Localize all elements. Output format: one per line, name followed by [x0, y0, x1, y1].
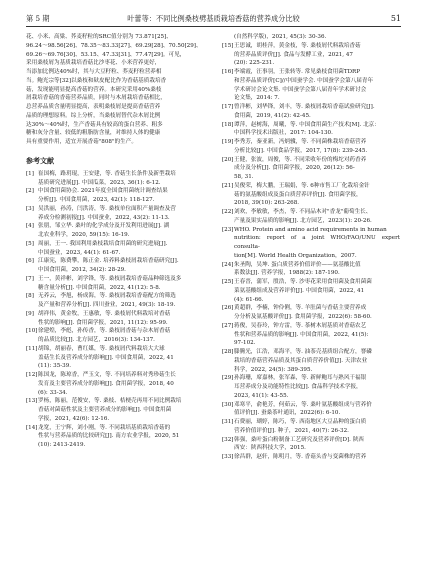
reference-number: [24]	[222, 261, 234, 268]
reference-text: 无养云，李旭，杨成海，等. 桑枝屑栽培香菇配方的筛选	[38, 293, 176, 300]
reference-line	[222, 42, 400, 51]
reference-text: 分析[J]. 中国食用菌，2023, 42(1): 118-127.	[38, 197, 155, 203]
paragraph-line: 当添加比例达40%时，其与大豆籽粒、荞麦籽粒营养相	[26, 69, 162, 75]
reference-number	[222, 147, 234, 156]
reference-line	[26, 424, 204, 433]
reference-text: 中国科学技术出版社，2017: 104-130.	[234, 130, 333, 137]
reference-text: 朱圣陶，吴坤. 蛋白质营养价值评价——氨基酸比值	[234, 261, 361, 268]
reference-text: 王健，张波，周俊，等. 不同采收年份的梅坨对药香养	[234, 156, 367, 163]
reference-text: 张朋，邹立华. 桑叶的化学成分及开发利用进展[J]. 湖	[38, 223, 170, 230]
reference-text: 崔国梅，路玥琨，王安建，等. 香菇生长条件及新型栽培	[38, 170, 176, 177]
reference-number: [7]	[26, 275, 34, 282]
reference-text: 菜氨基酸组成及营养评价[J]. 中国食用菌，2022, 41	[234, 287, 365, 294]
reference-text: 盖菇生长及营养成分的影响[J]. 中国食用菌，2022, 41	[38, 354, 174, 361]
reference-line	[26, 257, 204, 266]
reference-number	[26, 319, 38, 328]
paragraph-line: 当。鲍光宗等[32]以桑枝和麸皮配比作为香菇基质栽培香	[26, 77, 167, 84]
reference-line	[222, 401, 400, 410]
reference-line	[222, 68, 400, 77]
paragraph-line: 达30%～40%时，生产香菇具有较高的蛋白营养、粗多	[26, 121, 163, 128]
reference-line	[26, 354, 204, 363]
reference-text: 发育及主要营养成分的影响[J]. 食用菌学报，2018, 40	[38, 380, 174, 387]
reference-number	[222, 296, 234, 305]
reference-number: [13]	[26, 398, 38, 405]
reference-text: 李秀芳，秦亚新，冯炳骥，等. 不同菌株栽培香菇营养	[234, 139, 367, 145]
reference-line	[222, 348, 400, 357]
reference-text: 胡祥伟，黄金牧，王惠敏，等. 桑枝屑代料栽培对香菇	[38, 310, 171, 317]
reference-text: 性状和营养品质的影响[J]. 中国食用菌，2022, 41(5):	[234, 331, 369, 338]
reference-text: 97-102.	[234, 340, 256, 347]
reference-number: [9]	[26, 310, 34, 317]
reference-text: WHO. Protein and amino acid requirements in human	[234, 226, 387, 233]
reference-line	[26, 187, 204, 196]
reference-line	[26, 310, 204, 319]
paragraph-line: 96.24～98.56[26]、78.35～83.33[27]、69.29[28]、70.50[29]、	[26, 42, 202, 49]
reference-number: [1]	[26, 170, 34, 177]
page-number: 51	[390, 14, 401, 23]
reference-number	[26, 389, 38, 398]
reference-line	[26, 266, 204, 275]
reference-number: [12]	[26, 372, 38, 378]
reference-number	[222, 191, 234, 200]
body-paragraph	[26, 33, 204, 147]
reference-text: 营养价值评价[J]. 种子，2021, 40(7): 26-32.	[234, 427, 349, 434]
reference-number: [15]	[222, 42, 234, 49]
reference-text: 蒋俊，吴春玲，钟方雷，等. 茶树木屑基质对香菇农艺	[234, 322, 367, 329]
reference-line	[222, 366, 400, 375]
reference-number	[26, 406, 38, 415]
reference-line	[222, 383, 400, 392]
reference-text: 曾洋彬，刘华锋，刘丰，等. 桑枝屑栽培香菇试验研究[J].	[234, 104, 375, 110]
reference-text: 及产量和营养分析[J]. 四川蚕业，2021, 49(3): 18-19.	[38, 302, 176, 308]
reference-number: [3]	[26, 205, 34, 212]
reference-line	[222, 261, 400, 270]
reference-text: 2023, 41(1): 43-55.	[234, 392, 289, 399]
reference-line	[26, 205, 204, 214]
reference-number	[26, 441, 38, 450]
reference-number	[222, 409, 234, 418]
reference-number	[26, 284, 38, 293]
reference-line	[222, 226, 400, 235]
reference-number	[222, 392, 234, 401]
reference-number	[26, 214, 38, 223]
reference-line	[26, 336, 204, 345]
reference-number: [30]	[222, 401, 234, 408]
reference-text: (自然科学版)，2021, 45(3): 30-36.	[234, 34, 327, 40]
reference-text: 系数法[J]. 营养学报，1988(2): 187-190.	[234, 270, 340, 277]
reference-number: [6]	[26, 258, 34, 265]
reference-line	[222, 173, 400, 182]
reference-text: 学报，2021, 42(6): 12-16.	[38, 415, 110, 422]
reference-text: 江康宪，陈费攀，陈正金. 培养料桑枝屑栽培香菇研究[J].	[38, 258, 179, 265]
paragraph-line: 屑栽培香菇的香菇营养品质，同时与木屑栽培香菇相比，	[26, 95, 166, 102]
reference-number: [29]	[222, 375, 234, 382]
reference-number: [21]	[222, 182, 234, 189]
reference-number	[222, 234, 234, 252]
reference-number: [8]	[26, 293, 34, 300]
reference-number	[222, 444, 234, 453]
reference-line	[26, 389, 204, 398]
reference-line	[222, 77, 400, 86]
reference-line	[26, 345, 204, 354]
reference-number	[26, 415, 38, 424]
reference-text: 韩强，桑叶蛋白粉制备工艺研究及营养评价[D]. 陕西	[234, 436, 364, 443]
reference-line	[222, 374, 400, 383]
reference-text: 周丽，王一. 我国利用桑枝栽培食用菌的研究进展[J].	[38, 240, 168, 247]
reference-number: [25]	[222, 279, 234, 285]
reference-number	[222, 112, 234, 121]
reference-line	[222, 156, 400, 165]
reference-text: 基质研究进展[J]. 中国瓜菜，2023, 36(1): 6-12.	[38, 179, 161, 186]
reference-number	[222, 173, 234, 182]
reference-line	[26, 196, 204, 205]
reference-number	[26, 362, 38, 371]
reference-text: 王思诚，胡桂萍，黄金枝，等. 桑枝屑代料栽培香菇	[234, 42, 361, 49]
reference-number: [2]	[26, 188, 34, 195]
reference-text: 陈国龙，陈琼香，严玉文，等. 不同培养料对秀珍菇生长	[38, 372, 176, 378]
reference-text: 胡锦，胡丽春，曹红媒，等. 桑枝屑代料栽培大大球	[38, 345, 165, 352]
reference-number	[26, 336, 38, 345]
reference-line	[26, 380, 204, 389]
reference-number	[26, 354, 38, 363]
reference-text: nutrition: report of a joint WHO/FAO/UNU expert consulta-	[234, 235, 400, 250]
reference-line	[222, 191, 400, 200]
reference-line	[222, 138, 400, 147]
paragraph-line: 菇，发现能明显提高香菇的营养。本研究采用40%桑枝	[26, 86, 162, 93]
issue-label: 第 5 期	[26, 14, 50, 23]
reference-number	[26, 301, 38, 310]
reference-text: 菇的氨基酸组成及蛋白质营养评价[J]. 食用菌学报，	[234, 191, 362, 198]
reference-text: 王一，黄祥彬，刘学锋，等. 桑枝屑栽培香菇品种筛选及多	[38, 275, 182, 282]
reference-text: 食用菌，2019, 41(2): 42-45.	[234, 112, 311, 119]
reference-line	[222, 94, 400, 103]
reference-line	[26, 319, 204, 328]
reference-line	[26, 415, 204, 424]
reference-line	[26, 362, 204, 371]
reference-number: [31]	[222, 419, 234, 425]
reference-text: (10): 2413-2419.	[38, 442, 86, 448]
reference-line	[26, 249, 204, 258]
reference-number: [10]	[26, 328, 38, 335]
reference-number	[26, 231, 38, 240]
reference-number: [22]	[222, 209, 234, 215]
paragraph-line: 品质的理想原料。综上分析，当桑枝屑替代杂木屑比例	[26, 112, 161, 119]
reference-line	[222, 296, 400, 305]
reference-number	[222, 252, 234, 261]
reference-number	[26, 380, 38, 389]
reference-line	[222, 436, 400, 445]
reference-number	[222, 357, 234, 366]
running-title: 叶蕾等：不同比例桑枝劈基质栽培香菇的营养成分比较	[127, 14, 300, 23]
reference-line	[222, 103, 400, 112]
reference-number: [18]	[222, 121, 234, 128]
reference-number: [28]	[222, 349, 234, 355]
reference-number: [11]	[26, 345, 38, 352]
reference-line	[26, 292, 204, 301]
reference-number	[222, 199, 234, 208]
reference-line	[222, 357, 400, 366]
reference-line	[222, 164, 400, 173]
reference-line	[222, 444, 400, 453]
reference-number	[222, 86, 234, 95]
reference-number	[222, 94, 234, 103]
reference-line	[26, 170, 204, 179]
reference-text: 吴俊荣，梅大鹏，王瑞娟，等. 6种市售工厂化栽培金针	[234, 182, 370, 189]
reference-line	[26, 284, 204, 293]
reference-number	[222, 33, 234, 42]
reference-text: 黄超群，李楠，钟伶俐，等. 羊肚菌与香菇主要营养成	[234, 305, 367, 312]
reference-line	[222, 51, 400, 60]
reference-line	[222, 252, 400, 261]
reference-number: [19]	[222, 139, 234, 145]
reference-text: 2018, 39(10): 263-268.	[234, 200, 300, 207]
reference-line	[222, 331, 400, 340]
reference-line	[26, 327, 204, 336]
reference-number: [26]	[222, 305, 234, 312]
reference-line	[222, 304, 400, 313]
reference-number: [5]	[26, 240, 34, 247]
reference-number	[26, 179, 38, 188]
reference-number: [33]	[222, 454, 234, 460]
reference-line	[222, 208, 400, 217]
reference-text: 和营养品质评价[C]//中国蚕学会. 中国蚕学会第八届青年	[234, 77, 374, 84]
reference-line	[222, 121, 400, 130]
reference-number	[222, 339, 234, 348]
reference-number	[222, 217, 234, 226]
reference-number	[222, 331, 234, 340]
reference-text: 王春晋，蒲军，殷浩，等. 沙枣花采用食用菌及食用菌菌	[234, 279, 372, 285]
reference-line	[222, 33, 400, 42]
reference-number	[222, 59, 234, 68]
reference-line	[26, 441, 204, 450]
reference-text: 养成分检测初报[J]. 中国蚕业，2022, 43(2): 11-13.	[38, 214, 170, 221]
reference-line	[26, 301, 204, 310]
reference-line	[26, 406, 204, 415]
reference-line	[222, 217, 400, 226]
reference-text: 孙海珊，席嘉林，张军森，等. 新鲜鲍耳与熟风干福银	[234, 375, 367, 382]
reference-text: 性状的影响[J]. 食用菌学报，2021, 11(12): 95-99.	[38, 319, 168, 326]
paragraph-line: 糖和灰分含量、较低的粗脂肪含量，对维持人体的健康	[26, 130, 161, 137]
reference-number: [20]	[222, 156, 234, 163]
reference-number	[26, 432, 38, 441]
reference-number: [23]	[222, 226, 234, 233]
reference-text: 北农业科学，2020, 59(15): 16-19.	[38, 232, 130, 238]
reference-text: 龙宽，王宁辉，刘小刚，等. 不同栽培基质栽培香菇的	[38, 424, 171, 431]
reference-text: 中国蚕业，2023, 44(1): 61-67.	[38, 249, 121, 256]
reference-line	[26, 222, 204, 231]
references-list-right	[222, 33, 400, 462]
reference-line	[222, 86, 400, 95]
paragraph-line: 69.26～69.76[30]、53.15、47.33[31]、77.47[29]。可见，	[26, 51, 186, 58]
reference-number	[26, 266, 38, 275]
left-column	[26, 33, 204, 450]
reference-text: (6): 33-34.	[38, 389, 68, 396]
reference-line	[26, 432, 204, 441]
reference-text: 香菇对菌菇性状及主要营养成分的影响[J]. 中国食用菌	[38, 407, 172, 413]
reference-number: [27]	[222, 322, 234, 329]
reference-line	[26, 214, 204, 223]
reference-text: 分析比较[J]. 中国食品学报，2017, 17(8): 239-245.	[234, 147, 368, 154]
reference-text: (4): 61-66.	[234, 296, 264, 303]
reference-text: 中国食用菌，2012, 34(2): 28-29.	[38, 267, 126, 273]
reference-text: 性状与营养品质的比较研究[J]. 南方农业学报，2020, 51	[38, 433, 180, 440]
reference-text: 产量及果实品质的影响[J]. 北方园艺，2023(1): 20-26.	[234, 217, 372, 224]
reference-text: 的品质比较[J]. 北方园艺，2016(3): 134-137.	[38, 337, 155, 343]
reference-text: 论文集，2014: 7.	[234, 95, 280, 102]
reference-line	[222, 418, 400, 427]
reference-line	[222, 278, 400, 287]
paragraph-line: 采用桑枝屑为基质栽培香菇比沙枣花、小米营养更好，	[26, 60, 161, 67]
reference-text: 徐建煌，李彪，孙传香，等. 桑枝屑香菇与杂木屑香菇	[38, 328, 171, 335]
paragraph-line: 花、小米、高粱、荞麦籽粒的SRC值分别为 73.871[25]、	[26, 34, 172, 40]
reference-line	[222, 409, 400, 418]
reference-text: 值评价[J]. 蚕桑茶叶通讯，2022(6): 6-10.	[234, 410, 341, 417]
reference-text: 罗杨，陈丽，范俊安，等. 桑枝、桔梗壳再用不同比例栽培	[38, 398, 182, 405]
reference-number: [14]	[26, 424, 38, 431]
reference-number	[222, 287, 234, 296]
reference-number	[222, 51, 234, 60]
reference-text: 58, 31.	[234, 174, 254, 180]
reference-text: 徐昌群，赵轩，陈明月，等. 香菇头香与变菌株的营养	[234, 454, 367, 460]
reference-line	[222, 427, 400, 436]
reference-line	[222, 392, 400, 401]
paragraph-line: 总营养品质含量明显提高，表明桑枝屑是提高香菇营养	[26, 104, 161, 110]
reference-text: 学术研讨会论文集. 中国蚕学会第八届青年学术研讨会	[234, 86, 367, 93]
reference-text: 中国食用菌协会. 2021年度全国食用菌统计调查结果	[38, 188, 168, 195]
references-heading: 参考文献	[26, 156, 54, 165]
reference-number	[26, 249, 38, 258]
reference-number	[26, 196, 38, 205]
reference-line	[26, 240, 204, 249]
paragraph-line: 具有重要作用，适宜开展香菇"808"的生产。	[26, 139, 137, 145]
reference-number	[222, 269, 234, 278]
reference-line	[222, 59, 400, 68]
reference-line	[222, 322, 400, 331]
reference-text: 西安：陕西科技大学，2015.	[234, 445, 306, 452]
reference-number: [16]	[222, 69, 234, 75]
reference-text: 谭萍，赵树海，周曦，等. 中国食用菌生产技术[M]. 北京：	[234, 121, 380, 128]
reference-text: 耳营养成分及功能特性比较[J]. 食品科学技术学报，	[234, 384, 362, 390]
reference-number: [4]	[26, 223, 34, 230]
reference-text: 滕腾光，江浩，邓海平，等. 油茶壳基质组合配方，謇磷	[234, 349, 372, 355]
right-column	[222, 33, 400, 462]
reference-text: 邓寒平，俞艳芳，何茹云，等. 桑叶氨基酸组成与营养价	[234, 401, 372, 408]
reference-text: 石费丽，瑚婷，陈巧，等. 西南地区大豆品种的蛋白质	[234, 419, 367, 425]
reference-text: (20): 225-231.	[234, 60, 275, 67]
reference-text: 李端霞，汪事羽，王张转等. 常见桑枝食用菌TDRP	[234, 69, 361, 75]
reference-line	[26, 397, 204, 406]
reference-line	[222, 147, 400, 156]
reference-number	[222, 366, 234, 375]
references-list-left	[26, 170, 204, 450]
reference-number	[222, 427, 234, 436]
reference-line	[222, 269, 400, 278]
reference-text: 科学，2022, 24(5): 389-395.	[234, 366, 313, 373]
reference-text: tion[M]. World Health Organization，2007.	[234, 252, 357, 259]
reference-text: 栽培的香菇营养品质及其蛋白质营养价值[J]. 天津农业	[234, 357, 368, 364]
reference-line	[26, 231, 204, 240]
reference-number	[222, 313, 234, 322]
reference-line	[222, 339, 400, 348]
reference-line	[222, 112, 400, 121]
reference-text: 分分析及氨基酸评价[J]. 食用菌学报，2022(6): 58-60.	[234, 314, 372, 320]
reference-line	[222, 182, 400, 191]
reference-line	[222, 129, 400, 138]
reference-number	[222, 129, 234, 138]
reference-line	[222, 199, 400, 208]
reference-number: [17]	[222, 104, 234, 110]
reference-text: (11): 35-39.	[38, 363, 72, 370]
reference-line	[222, 453, 400, 462]
reference-line	[222, 234, 400, 252]
running-header	[26, 12, 401, 27]
reference-text: 糖含量分析[J]. 中国食用菌，2022, 41(12): 5-8.	[38, 284, 161, 291]
reference-number	[222, 383, 234, 392]
reference-text: 吴洪丽，孙涛，闫洪涛，等. 桑枝单位面积产量调查及营	[38, 205, 176, 212]
reference-line	[222, 287, 400, 296]
reference-text: 的营养品质评价[J]. 食品与发酵工业，2021, 47	[234, 51, 353, 58]
reference-number	[222, 164, 234, 173]
reference-number: [32]	[222, 436, 234, 443]
reference-line	[26, 275, 204, 284]
reference-number	[222, 77, 234, 86]
reference-text: 刘欢，李敏敏，李杰，等. 不同品木对"香龙"葡萄生长、	[234, 209, 372, 215]
reference-line	[26, 179, 204, 188]
reference-text: 成分及分析[J]. 食用菌学报，2020, 26(12): 56-	[234, 165, 355, 172]
reference-line	[222, 313, 400, 322]
reference-line	[26, 371, 204, 380]
